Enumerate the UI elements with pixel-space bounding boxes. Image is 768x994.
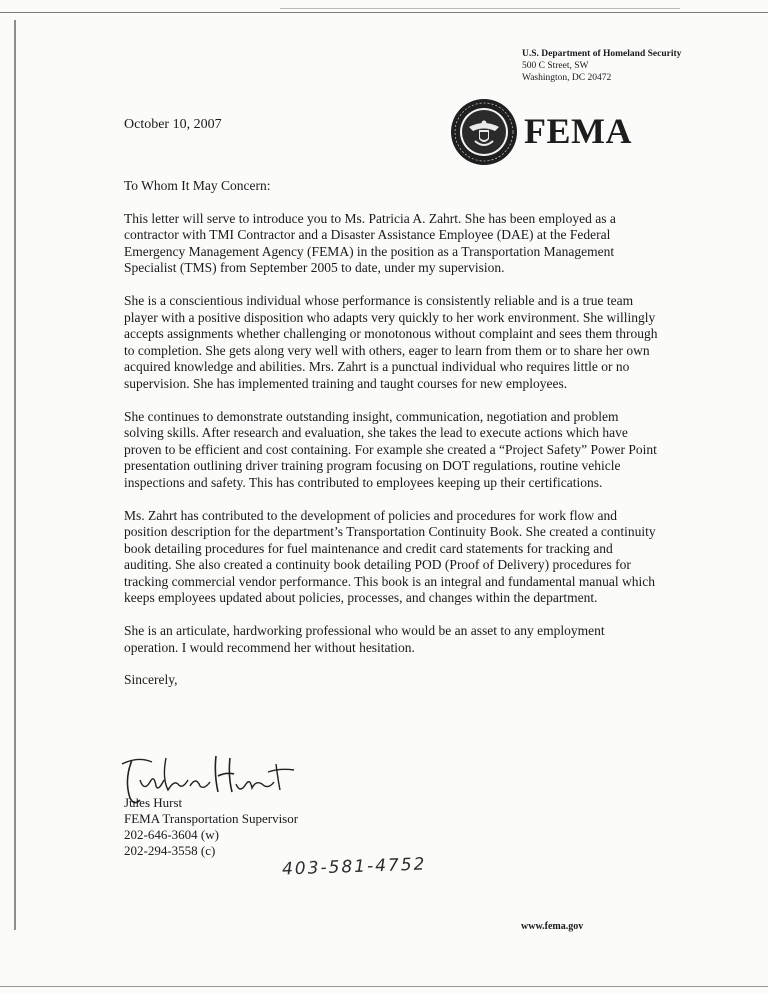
footer-website: www.fema.gov: [521, 921, 584, 932]
scan-edge-top-faint: [280, 8, 680, 9]
letter-body: [124, 178, 660, 705]
signature-block: [124, 795, 298, 859]
department-name: U.S. Department of Homeland Security: [522, 49, 682, 59]
paragraph-contributions: Ms. Zahrt has contributed to the development of policies and procedures for work flow and position description for the department’s Transportation Continuity Book. She created a continuity book detailing procedures for fuel maintenance and credit card statements for tracking and auditing. She also created a continuity book detailing POD (Proof of Delivery) procedures for tracking commercial vendor performance. This book is an integral and fundamental manual which keeps employees updated about policies, processes, and changes within the department.: [124, 507, 656, 606]
address-street: 500 C Street, SW: [522, 61, 589, 71]
scan-edge-left: [14, 20, 16, 930]
letter-date: October 10, 2007: [124, 117, 222, 132]
paragraph-introduction: This letter will serve to introduce you to Ms. Patricia A. Zahrt. She has been employed as a contractor with TMI Contractor and a Disaster Assistance Employee (DAE) at the Federal Emergency Management Agency (FEMA) in the position as a Transportation Management Specialist (TMS) from September 2005 to date, under my supervision.: [124, 210, 616, 276]
paragraph-recommendation: She is an articulate, hardworking professional who would be an asset to any employment operation. I would recommend her without hesitation.: [124, 623, 605, 655]
paragraph-character: She is a conscientious individual whose performance is consistently reliable and is a true team player with a positive disposition who adapts very quickly to her work environment. She willingly accepts assignments whether challenging or monotonous without complaint and sees them through to completion. She gets along very well with others, eager to learn from them or to share her own acquired knowledge and abilities. Mrs. Zahrt is a punctual individual who requires little or no supervision. She has implemented training and taught courses for new employees.: [124, 292, 658, 391]
agency-wordmark: FEMA: [524, 111, 632, 151]
signer-name: Jules Hurst: [124, 795, 183, 810]
dhs-seal-icon: [449, 97, 519, 167]
salutation: To Whom It May Concern:: [124, 178, 271, 193]
signer-phone-work: 202-646-3604 (w): [124, 827, 219, 842]
paragraph-skills: She continues to demonstrate outstanding insight, communication, negotiation and problem solving skills. After research and evaluation, she takes the lead to execute actions which have proven to be efficient and cost containing. For example she created a “Project Safety” Power Point presentation outlining driver training program focusing on DOT regulations, routine vehicle inspections and safety. This has contributed to employees keeping up their certifications.: [124, 408, 657, 490]
handwritten-phone-note: 403-581-4752: [281, 854, 427, 880]
closing: Sincerely,: [124, 672, 178, 688]
signer-phone-cell: 202-294-3558 (c): [124, 843, 216, 858]
scan-edge-top: [0, 12, 768, 13]
address-city: Washington, DC 20472: [522, 73, 612, 83]
scan-edge-bottom: [0, 986, 768, 987]
signer-title: FEMA Transportation Supervisor: [124, 811, 299, 826]
letterhead-address: [522, 48, 681, 84]
